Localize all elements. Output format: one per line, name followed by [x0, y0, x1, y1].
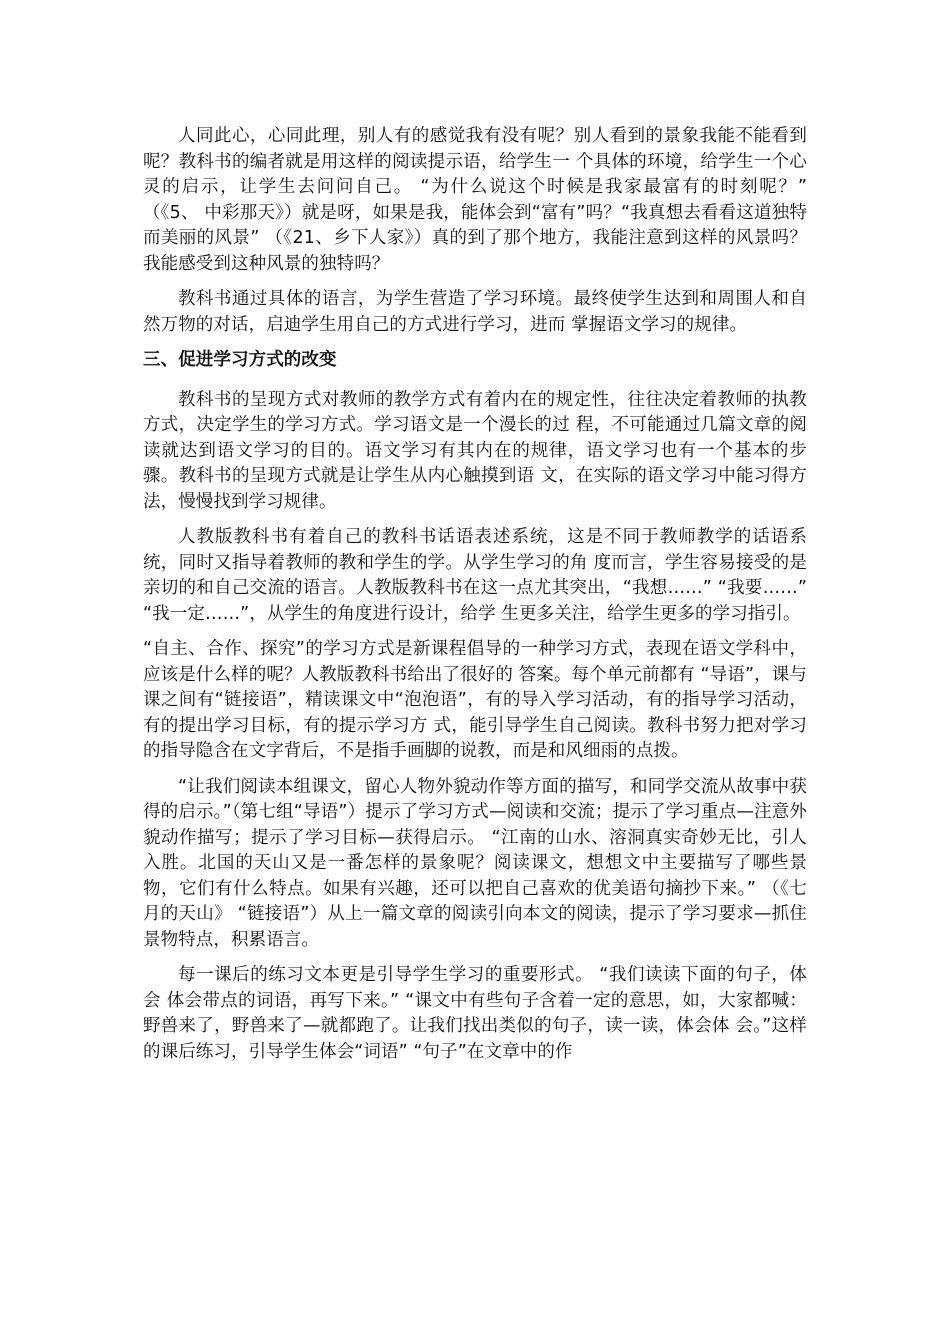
paragraph-5: “自主、合作、探究”的学习方式是新课程倡导的一种学习方式，表现在语文学科中，应该是什么样的呢？人教版教科书给出了很好的 答案。每个单元前都有 “导语”，课与课之间有“链接语”，精读课文中“泡泡语”，有的导入学习活动，有的指导学习活动，有的提出学习目标，有的提示学习方 式，能引导学生自己阅读。教科书努力把对学习的指导隐含在文字背后，不是指手画脚的说教，而是和风细雨的点拨。	[143, 639, 807, 761]
paragraph-6: “让我们阅读本组课文，留心人物外貌动作等方面的描写，和同学交流从故事中获 得的启示。”（第七组“导语”）提示了学习方式—阅读和交流；提示了学习重点—注意外貌动作描写；提示了学习目标—获得启示。 “江南的山水、溶洞真实奇妙无比，引人入胜。北国的天山又是一番怎样的景象呢？阅读课文，想想文中主要描写了哪些景 物，它们有什么特点。如果有兴趣，还可以把自己喜欢的优美语句摘抄下来。” （《七月的天山》 “链接语”）从上一篇文章的阅读引向本文的阅读，提示了学习要求—抓住景物特点，积累语言。	[143, 776, 807, 950]
document-page	[143, 124, 807, 1075]
paragraph-1: 人同此心，心同此理，别人有的感觉我有没有呢？别人看到的景象我能不能看到呢？教科书的编者就是用这样的阅读提示语，给学生一 个具体的环境，给学生一个心灵的启示，让学生去问问自己。 “为什么说这个时候是我家最富有的时刻呢？” （《5、 中彩那天》）就是呀，如果是我，能体会到“富有”吗？“我真想去看看这道独特而美丽的风景” （《21、乡下人家》）真的到了那个地方，我能注意到这样的风景吗？我能感受到这种风景的独特吗？	[143, 126, 807, 274]
paragraph-3: 教科书的呈现方式对教师的教学方式有着内在的规定性，往往决定着教师的执教方式，决定学生的学习方式。学习语文是一个漫长的过 程，不可能通过几篇文章的阅读就达到语文学习的目的。语文学习有其内在的规律，语文学习也有一个基本的步骤。教科书的呈现方式就是让学生从内心触摸到语 文，在实际的语文学习中能习得方法，慢慢找到学习规律。	[143, 389, 807, 512]
paragraph-2: 教科书通过具体的语言，为学生营造了学习环境。最终使学生达到和周围人和自然万物的对话，启迪学生用自己的方式进行学习，进而 掌握语文学习的规律。	[143, 289, 807, 335]
paragraph-4: 人教版教科书有着自己的教科书话语表述系统，这是不同于教师教学的话语系统，同时又指导着教师的教和学生的学。从学生学习的角 度而言，学生容易接受的是亲切的和自己交流的语言。人教版教科书在这一点尤其突出，“我想……” “我要……” “我一定……”，从学生的角度进行设计，给学 生更多关注，给学生更多的学习指引。	[143, 527, 807, 624]
section-heading: 三、促进学习方式的改变	[143, 350, 337, 370]
paragraph-7: 每一课后的练习文本更是引导学生学习的重要形式。 “我们读读下面的句子，体会 体会带点的词语，再写下来。” “课文中有些句子含着一定的意思，如，大家都喊：野兽来了，野兽来了—就都跑了。让我们找出类似的句子，读一读，体会体 会。”这样的课后练习，引导学生体会“词语” “句子”在文章中的作	[143, 965, 807, 1062]
